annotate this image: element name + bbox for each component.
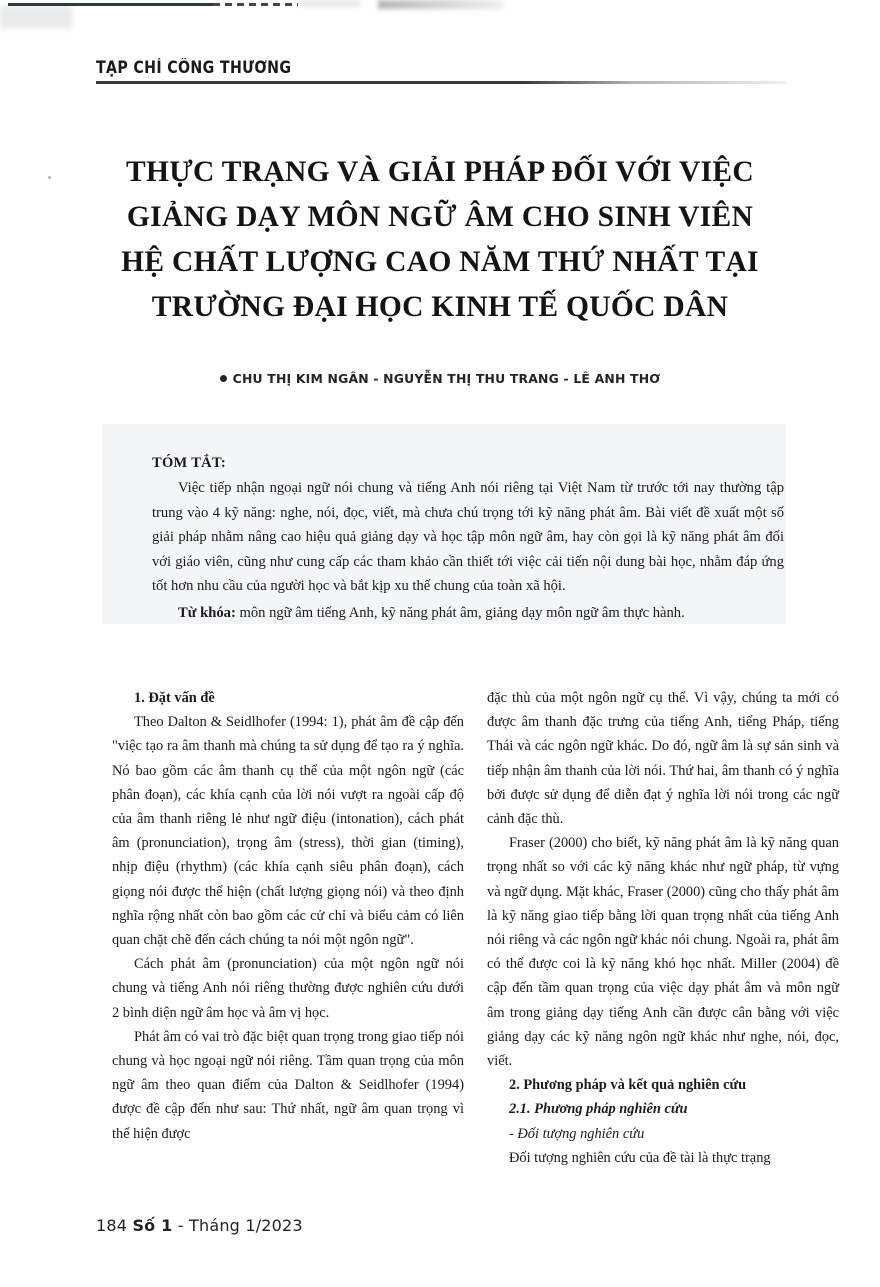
- article-title-line-3: HỆ CHẤT LƯỢNG CAO NĂM THỨ NHẤT TẠI: [121, 246, 759, 278]
- paragraph: Theo Dalton & Seidlhofer (1994: 1), phát âm đề cập đến "việc tạo ra âm thanh mà chúng ta sử dụng để tạo ra ý nghĩa. Nó bao gồm các âm thanh cụ thể của một ngôn ngữ (các phân đoạn), các khía cạnh của lời nói vượt ra ngoài cấp độ của âm thanh riêng lẻ như ngữ điệu (intonation), cách phát âm (pronunciation), trọng âm (stress), thời gian (timing), nhịp điệu (rhythm) (các khía cạnh siêu phân đoạn), cách giọng nói được thể hiện (chất lượng giọng nói) và theo định nghĩa rộng nhất còn bao gồm các cử chỉ và biểu cảm có liên quan chặt chẽ đến cách chúng ta nói một ngôn ngữ".: [112, 714, 464, 949]
- article-title: [60, 150, 820, 330]
- journal-masthead: [96, 58, 786, 84]
- paragraph: Đối tượng nghiên cứu của đề tài là thực trạng: [509, 1149, 771, 1166]
- abstract-content: [152, 455, 784, 626]
- footer-date: - Tháng 1/2023: [172, 1216, 303, 1235]
- article-title-line-2: GIẢNG DẠY MÔN NGỮ ÂM CHO SINH VIÊN: [126, 201, 754, 233]
- scan-smudge-small: [300, 1, 360, 6]
- item-heading-research-subject: - Đối tượng nghiên cứu: [509, 1125, 645, 1142]
- masthead-divider: [96, 81, 786, 84]
- subsection-heading-2-1: 2.1. Phương pháp nghiên cứu: [509, 1101, 688, 1118]
- abstract-heading: TÓM TẮT:: [152, 455, 226, 471]
- abstract-keywords: [152, 601, 784, 626]
- section-heading-1: 1. Đặt vấn đề: [134, 690, 215, 706]
- paragraph: Cách phát âm (pronunciation) của một ngôn ngữ nói chung và tiếng Anh nói riêng thường được nghiên cứu dưới 2 bình diện ngữ âm học và âm vị học.: [112, 956, 464, 1021]
- scan-line-dashed: [213, 3, 298, 6]
- keywords-label: Từ khóa:: [178, 604, 236, 621]
- paragraph: đặc thù của một ngôn ngữ cụ thể. Vì vậy, chúng ta mới có được âm thanh đặc trưng của tiếng Anh, tiếng Pháp, tiếng Thái và các ngôn ngữ khác. Do đó, ngữ âm là sự sản sinh và tiếp nhận âm thanh của lời nói. Thứ hai, âm thanh có ý nghĩa bởi được sử dụng để diễn đạt ý nghĩa lời nói trong các ngữ cảnh đặc thù.: [487, 690, 839, 828]
- scan-speck: [48, 176, 51, 179]
- scan-smudge-large: [378, 0, 503, 9]
- keywords-text: môn ngữ âm tiếng Anh, kỹ năng phát âm, giảng dạy môn ngữ âm thực hành.: [235, 604, 685, 621]
- article-authors: [60, 371, 820, 386]
- scan-edge-shadow: [0, 6, 72, 28]
- article-title-line-4: TRƯỜNG ĐẠI HỌC KINH TẾ QUỐC DÂN: [151, 291, 729, 323]
- paragraph: Phát âm có vai trò đặc biệt quan trọng trong giao tiếp nói chung và học ngoại ngữ nói riêng. Tầm quan trọng của môn ngữ âm theo quan điểm của Dalton & Seidlhofer (1994) được đề cập đến như sau: Thứ nhất, ngữ âm quan trọng vì thể hiện được: [112, 1028, 464, 1142]
- article-title-line-1: THỰC TRẠNG VÀ GIẢI PHÁP ĐỐI VỚI VIỆC: [126, 156, 754, 188]
- paragraph: Fraser (2000) cho biết, kỹ năng phát âm là kỹ năng quan trọng nhất so với các kỹ năng khác như ngữ pháp, từ vựng và ngữ dụng. Mặt khác, Fraser (2000) cũng cho thấy phát âm là kỹ năng giao tiếp bằng lời quan trọng nhất của tiếng Anh nói riêng và các ngôn ngữ khác nói chung. Ngoài ra, phát âm có thể được coi là kỹ năng khó học nhất. Miller (2004) đề cập đến tầm quan trọng của việc dạy phát âm và môn ngữ âm trong giảng dạy tiếng Anh cần được cân bằng với việc giảng dạy các kỹ năng ngôn ngữ khác như nghe, nói, đọc, viết.: [487, 835, 839, 1070]
- page-footer: [96, 1216, 303, 1235]
- authors-names: CHU THỊ KIM NGÂN - NGUYỄN THỊ THU TRANG - LÊ ANH THƠ: [232, 371, 661, 386]
- scan-artifact-strip: [0, 0, 880, 26]
- body-column-left: [112, 686, 464, 1146]
- journal-name: TẠP CHÍ CÔNG THƯƠNG: [96, 58, 292, 77]
- abstract-body: Việc tiếp nhận ngoại ngữ nói chung và tiếng Anh nói riêng tại Việt Nam từ trước tới nay thường tập trung vào 4 kỹ năng: nghe, nói, đọc, viết, mà chưa chú trọng tới kỹ năng phát âm. Bài viết đề xuất một số giải pháp nhằm nâng cao hiệu quả giảng dạy và học tập môn ngữ âm, hay còn gọi là kỹ năng phát âm đối với giáo viên, cũng như cung cấp các tham khảo cần thiết tới việc cải tiến nội dung bài học, nhằm đáp ứng tốt hơn nhu cầu của người học và bắt kịp xu thế chung của toàn xã hội.: [152, 480, 784, 595]
- bullet-icon: [220, 375, 227, 382]
- footer-page-number: 184: [96, 1216, 128, 1235]
- section-heading-2: 2. Phương pháp và kết quả nghiên cứu: [509, 1077, 747, 1094]
- scan-line-solid: [8, 3, 213, 6]
- body-column-right: [487, 686, 839, 1170]
- footer-issue: Số 1: [132, 1216, 173, 1235]
